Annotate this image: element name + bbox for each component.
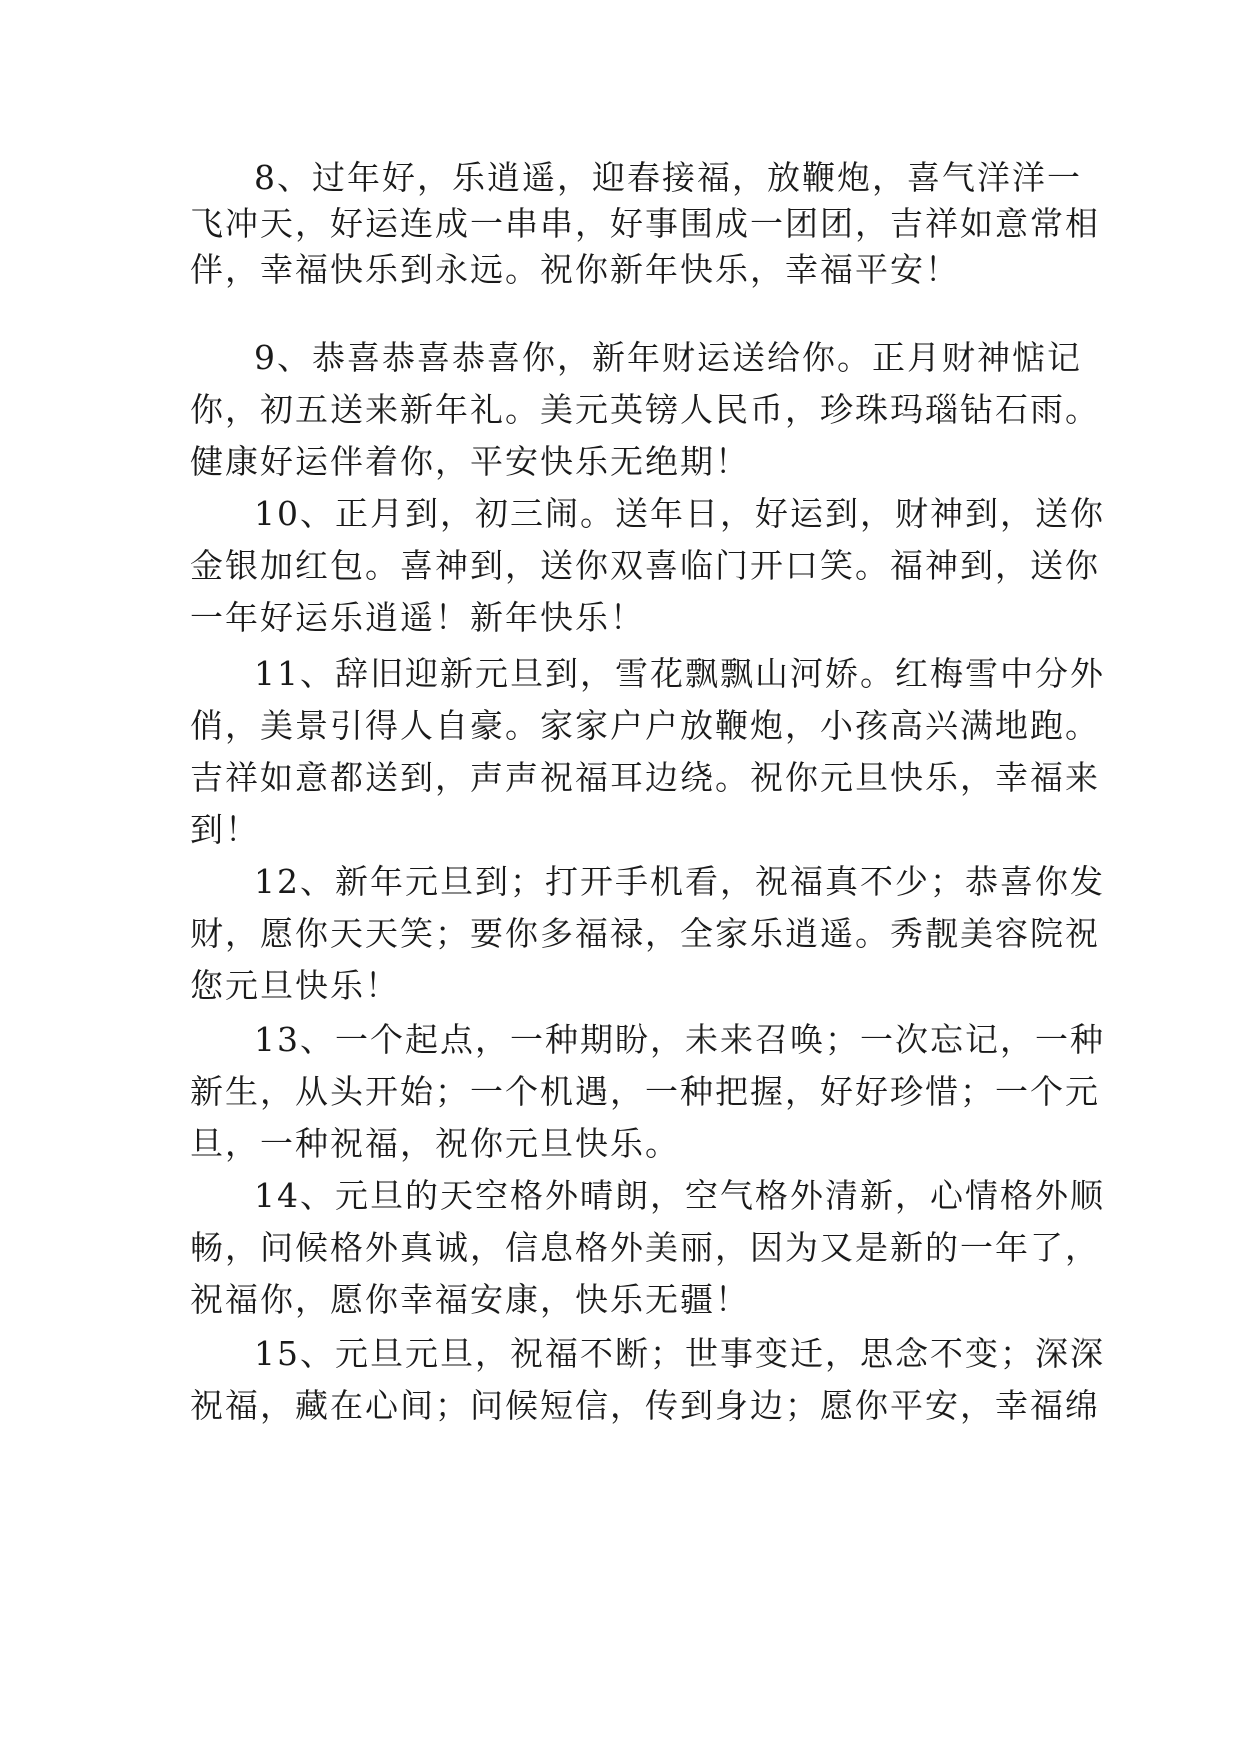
text-line: 一年好运乐逍遥！新年快乐！ [190, 598, 645, 637]
text-line: 12、新年元旦到；打开手机看，祝福真不少；恭喜你发 [254, 862, 1105, 901]
text-line: 吉祥如意都送到，声声祝福耳边绕。祝你元旦快乐，幸福来 [190, 758, 1100, 797]
text-line: 15、元旦元旦，祝福不断；世事变迁，思念不变；深深 [254, 1334, 1105, 1373]
text-line: 您元旦快乐！ [190, 966, 400, 1005]
text-line: 10、正月到，初三闹。送年日，好运到，财神到，送你 [254, 494, 1105, 533]
document-body [190, 158, 1105, 1444]
text-line: 13、一个起点，一种期盼，未来召唤；一次忘记，一种 [254, 1020, 1105, 1059]
text-line: 11、辞旧迎新元旦到，雪花飘飘山河娇。红梅雪中分外 [254, 654, 1105, 693]
text-line: 你，初五送来新年礼。美元英镑人民币，珍珠玛瑙钻石雨。 [190, 390, 1100, 429]
text-line: 祝福你，愿你幸福安康，快乐无疆！ [190, 1280, 750, 1319]
text-line: 飞冲天，好运连成一串串，好事围成一团团，吉祥如意常相 [190, 204, 1100, 243]
text-line: 祝福，藏在心间；问候短信，传到身边；愿你平安，幸福绵 [190, 1386, 1100, 1425]
paragraph-8 [190, 158, 1100, 338]
paragraph-12 [190, 862, 1105, 1020]
text-line: 14、元旦的天空格外晴朗，空气格外清新，心情格外顺 [254, 1176, 1105, 1215]
paragraph-14 [190, 1176, 1105, 1334]
text-line: 伴，幸福快乐到永远。祝你新年快乐，幸福平安！ [190, 250, 960, 289]
text-line: 金银加红包。喜神到，送你双喜临门开口笑。福神到，送你 [190, 546, 1100, 585]
paragraph-10 [190, 494, 1105, 654]
text-line: 畅，问候格外真诚，信息格外美丽，因为又是新的一年了， [190, 1228, 1100, 1267]
text-line: 新生，从头开始；一个机遇，一种把握，好好珍惜；一个元 [190, 1072, 1100, 1111]
text-line: 到！ [190, 810, 260, 849]
paragraph-9 [190, 338, 1100, 494]
text-line: 财，愿你天天笑；要你多福禄，全家乐逍遥。秀靓美容院祝 [190, 914, 1100, 953]
paragraph-11 [190, 654, 1105, 862]
text-line: 俏，美景引得人自豪。家家户户放鞭炮，小孩高兴满地跑。 [190, 706, 1100, 745]
paragraph-15 [190, 1334, 1105, 1444]
text-line: 8、过年好，乐逍遥，迎春接福，放鞭炮，喜气洋洋一 [254, 158, 1082, 197]
text-line: 健康好运伴着你，平安快乐无绝期！ [190, 442, 750, 481]
paragraph-13 [190, 1020, 1105, 1176]
text-line: 9、恭喜恭喜恭喜你，新年财运送给你。正月财神惦记 [254, 338, 1082, 377]
text-line: 旦，一种祝福，祝你元旦快乐。 [190, 1124, 680, 1163]
